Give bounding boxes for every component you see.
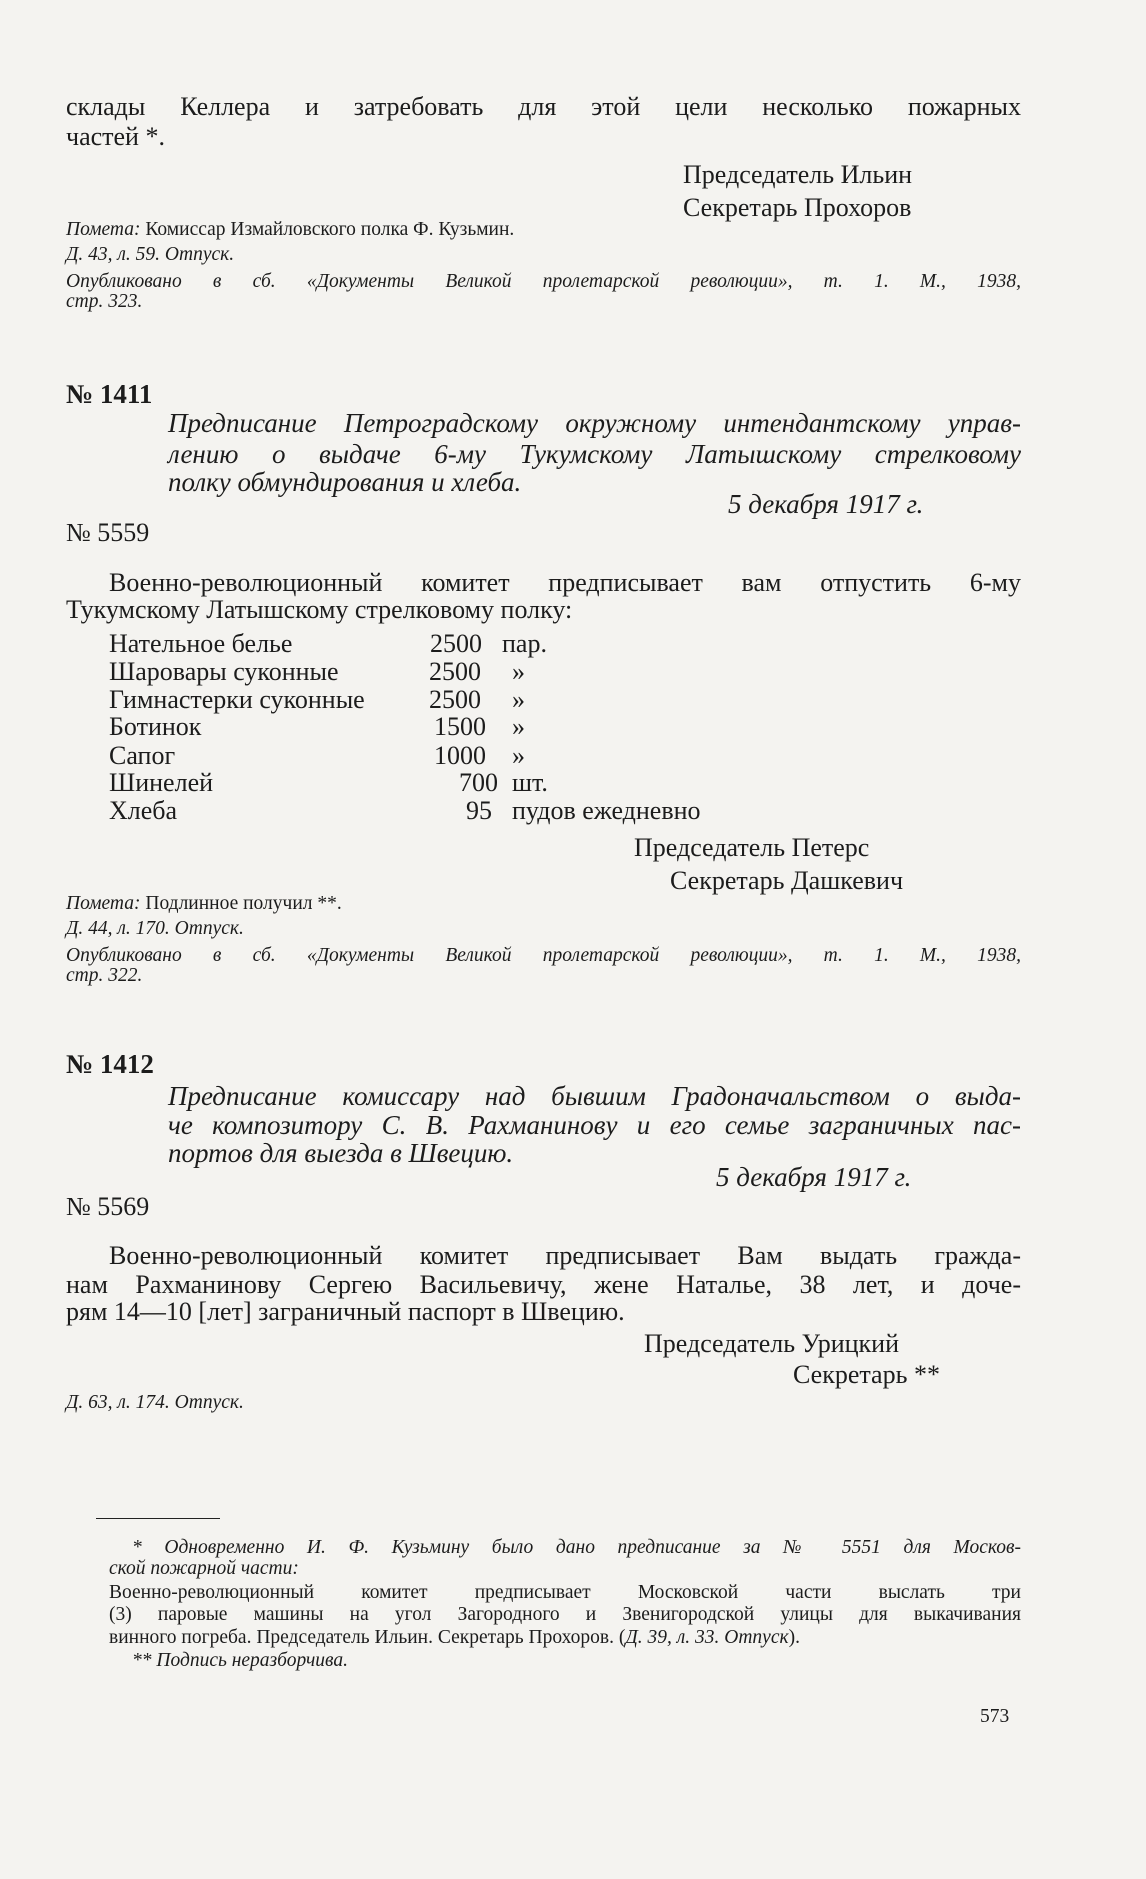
footnote-body-end: ). xyxy=(788,1627,800,1648)
document-number: № 1411 xyxy=(66,379,153,409)
signature-secretary: Секретарь ** xyxy=(793,1360,940,1389)
pometa-text: Комиссар Измайловского полка Ф. Кузьмин. xyxy=(140,219,515,240)
supply-item-name: Шинелей xyxy=(109,768,214,797)
footnote-line: ** Подпись неразборчива. xyxy=(132,1650,348,1671)
pometa-label: Помета: xyxy=(66,219,141,240)
document-title-line: лению о выдаче 6-му Тукумскому Латышскому стрелковому xyxy=(168,439,1021,469)
publication-note-page: стр. 322. xyxy=(66,965,143,986)
document-number: № 1412 xyxy=(66,1049,154,1079)
publication-note-page: стр. 323. xyxy=(66,291,143,312)
signature-secretary: Секретарь Дашкевич xyxy=(670,866,904,895)
footnote-separator xyxy=(96,1518,220,1519)
footnote-line: * Одновременно И. Ф. Кузьмину было дано предписание за № 5551 для Москов- xyxy=(132,1537,1021,1558)
outgoing-number: № 5569 xyxy=(66,1192,150,1221)
page-number: 573 xyxy=(980,1706,1010,1727)
document-title-line: полку обмундирования и хлеба. xyxy=(168,467,522,497)
supply-item-qty: 95 xyxy=(466,796,492,825)
body-line: Тукумскому Латышскому стрелковому полку: xyxy=(66,595,573,624)
pometa-note xyxy=(66,219,514,241)
supply-item-qty: 1500 xyxy=(434,712,486,741)
body-line: частей *. xyxy=(66,122,165,151)
supply-item-qty: 2500 xyxy=(429,657,481,686)
footnote-body-line xyxy=(109,1627,800,1649)
supply-item-name: Сапог xyxy=(109,741,176,770)
footnote-line: ской пожарной части: xyxy=(109,1558,299,1579)
outgoing-number: № 5559 xyxy=(66,518,150,547)
supply-item-unit: пудов ежедневно xyxy=(512,796,701,825)
supply-item-qty: 2500 xyxy=(430,629,482,658)
archive-reference: Д. 63, л. 174. Отпуск. xyxy=(66,1392,244,1413)
signature-secretary: Секретарь Прохоров xyxy=(683,193,912,222)
archive-reference: Д. 43, л. 59. Отпуск. xyxy=(66,244,235,265)
supply-item-name: Ботинок xyxy=(109,712,202,741)
body-line: рям 14—10 [лет] заграничный паспорт в Швецию. xyxy=(66,1297,625,1326)
body-line: склады Келлера и затребовать для этой цели несколько пожарных xyxy=(66,92,1021,121)
document-title-line: портов для выезда в Швецию. xyxy=(168,1138,514,1168)
archive-reference: Д. 44, л. 170. Отпуск. xyxy=(66,918,244,939)
footnote-body-text: винного погреба. Председатель Ильин. Секретарь Прохоров. ( xyxy=(109,1627,626,1648)
supply-item-name: Гимнастерки суконные xyxy=(109,685,365,714)
footnote-archive-ref: Д. 39, л. 33. Отпуск xyxy=(625,1627,789,1648)
supply-item-qty: 700 xyxy=(459,768,498,797)
document-title-line: Предписание комиссару над бывшим Градоначальством о выда- xyxy=(168,1081,1021,1111)
document-title-line: Предписание Петроградскому окружному интендантскому управ- xyxy=(168,408,1021,438)
supply-item-name: Хлеба xyxy=(109,796,178,825)
document-title-line: че композитору С. В. Рахманинову и его семье заграничных пас- xyxy=(168,1110,1021,1140)
signature-chairman: Председатель Ильин xyxy=(683,160,913,189)
document-date: 5 декабря 1917 г. xyxy=(716,1162,912,1192)
publication-note: Опубликовано в сб. «Документы Великой пролетарской революции», т. 1. М., 1938, xyxy=(66,271,1021,292)
pometa-text: Подлинное получил **. xyxy=(140,893,342,914)
signature-chairman: Председатель Петерс xyxy=(634,833,870,862)
supply-item-unit: » xyxy=(512,685,525,714)
supply-item-unit: шт. xyxy=(512,768,548,797)
footnote-body-line: (3) паровые машины на угол Загородного и Звенигородской улицы для выкачивания xyxy=(109,1604,1021,1625)
body-line: Военно-революционный комитет предписывает Вам выдать гражда- xyxy=(109,1241,1021,1270)
footnote-body-line: Военно-революционный комитет предписывает Московской части выслать три xyxy=(109,1582,1021,1603)
document-date: 5 декабря 1917 г. xyxy=(728,489,924,519)
publication-note: Опубликовано в сб. «Документы Великой пролетарской революции», т. 1. М., 1938, xyxy=(66,945,1021,966)
supply-item-name: Нательное белье xyxy=(109,629,293,658)
supply-item-qty: 1000 xyxy=(434,741,486,770)
supply-item-qty: 2500 xyxy=(429,685,481,714)
supply-item-unit: » xyxy=(512,657,525,686)
body-line: нам Рахманинову Сергею Васильевичу, жене Наталье, 38 лет, и доче- xyxy=(66,1270,1021,1299)
supply-item-name: Шаровары суконные xyxy=(109,657,339,686)
signature-chairman: Председатель Урицкий xyxy=(644,1329,899,1358)
body-line: Военно-революционный комитет предписывает вам отпустить 6-му xyxy=(109,568,1021,597)
supply-item-unit: пар. xyxy=(502,629,547,658)
supply-item-unit: » xyxy=(512,712,525,741)
supply-item-unit: » xyxy=(512,741,525,770)
pometa-label: Помета: xyxy=(66,893,141,914)
pometa-note xyxy=(66,893,342,915)
